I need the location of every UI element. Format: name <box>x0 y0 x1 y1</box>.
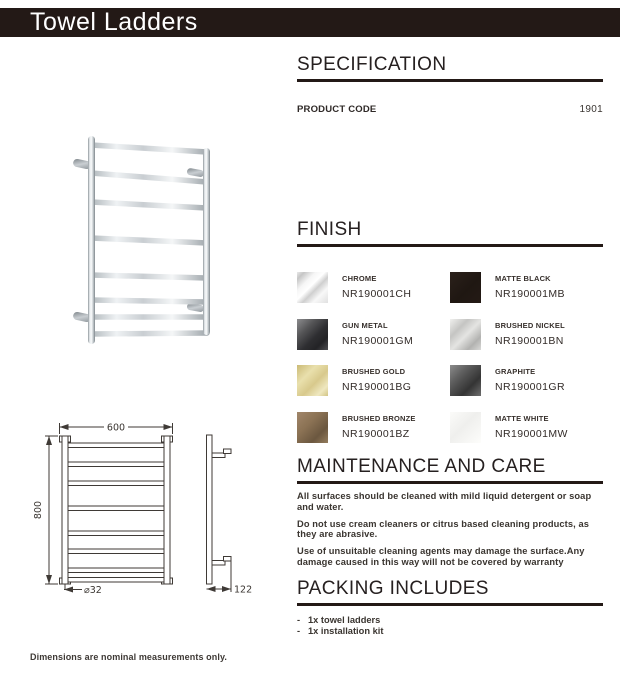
width-dimension-label: 600 <box>106 422 126 434</box>
finish-item <box>450 365 603 412</box>
packing-item <box>297 615 603 626</box>
bullet-dash: - <box>297 625 301 636</box>
product-code-row <box>297 104 603 115</box>
specification-section <box>297 53 603 82</box>
finish-labels <box>342 272 411 300</box>
finish-swatch-graphite <box>450 365 481 396</box>
finish-labels <box>495 319 565 347</box>
packing-item-label: 1x towel ladders <box>308 615 381 625</box>
finish-name: GRAPHITE <box>495 367 536 376</box>
page-title-bar <box>0 8 620 37</box>
product-code-value: 1901 <box>579 104 603 115</box>
specification-heading: SPECIFICATION <box>297 54 447 75</box>
finish-item <box>297 365 450 412</box>
product-code-label: PRODUCT CODE <box>297 104 377 115</box>
finish-name: MATTE WHITE <box>495 413 549 423</box>
finish-code: NR190001BN <box>495 334 564 347</box>
maintenance-section <box>297 455 603 574</box>
finish-labels <box>342 365 411 393</box>
finish-item <box>450 272 603 319</box>
towel-ladder-illustration <box>53 123 268 373</box>
finish-swatch-brushed-gold <box>297 365 328 396</box>
finish-swatch-gun-metal <box>297 319 328 350</box>
finish-code: NR190001MW <box>495 427 568 440</box>
finish-labels <box>495 365 565 393</box>
finish-swatch-chrome <box>297 272 328 303</box>
finish-grid <box>297 272 603 458</box>
finish-swatch-matte-black <box>450 272 481 303</box>
finish-item <box>297 412 450 459</box>
heading-rule <box>297 244 603 247</box>
maintenance-heading: MAINTENANCE AND CARE <box>297 456 546 477</box>
finish-name: BRUSHED GOLD <box>342 367 406 376</box>
packing-heading: PACKING INCLUDES <box>297 578 489 599</box>
bullet-dash: - <box>297 615 301 625</box>
finish-name: CHROME <box>342 274 377 283</box>
finish-name: MATTE BLACK <box>495 274 551 283</box>
packing-section <box>297 577 603 636</box>
depth-dimension-label: 122 <box>234 584 253 596</box>
finish-name: BRUSHED BRONZE <box>342 413 416 423</box>
finish-code: NR190001GR <box>495 381 565 393</box>
finish-code: NR190001CH <box>342 288 412 300</box>
maintenance-paragraph: Use of unsuitable cleaning agents may damage the surface.Any damage caused in this way will not be covered by warranty <box>297 546 585 567</box>
height-dimension-label: 800 <box>33 500 44 520</box>
finish-code: NR190001MB <box>495 288 565 300</box>
finish-code: NR190001GM <box>342 334 414 347</box>
heading-rule <box>297 603 603 606</box>
finish-swatch-matte-white <box>450 412 481 443</box>
finish-item <box>450 319 603 366</box>
finish-name: GUN METAL <box>342 320 388 330</box>
finish-labels <box>495 272 565 300</box>
finish-item <box>297 319 450 366</box>
finish-item <box>297 272 450 319</box>
maintenance-paragraph: All surfaces should be cleaned with mild liquid detergent or soap and water. <box>297 491 592 512</box>
heading-rule <box>297 79 603 82</box>
finish-name: BRUSHED NICKEL <box>495 320 565 330</box>
dimensions-footnote: Dimensions are nominal measurements only. <box>30 652 227 662</box>
finish-labels <box>342 319 413 347</box>
packing-item <box>297 626 603 637</box>
heading-rule <box>297 481 603 484</box>
packing-list <box>297 615 603 636</box>
finish-code: NR190001BZ <box>342 427 410 440</box>
finish-code: NR190001BG <box>342 381 412 393</box>
finish-swatch-brushed-nickel <box>450 319 481 350</box>
packing-item-label: 1x installation kit <box>308 625 384 636</box>
finish-section <box>297 218 603 247</box>
finish-labels <box>342 412 416 440</box>
side-view <box>207 435 232 584</box>
finish-swatch-brushed-bronze <box>297 412 328 443</box>
finish-item <box>450 412 603 459</box>
finish-labels <box>495 412 568 440</box>
finish-heading: FINISH <box>297 219 362 240</box>
front-view <box>60 436 173 584</box>
diameter-dimension-label: ⌀32 <box>84 585 102 596</box>
technical-drawing <box>28 408 270 612</box>
product-photo <box>53 123 268 373</box>
maintenance-paragraph: Do not use cream cleaners or citrus based cleaning products, as they are abrasive. <box>297 518 590 540</box>
page-title: Towel Ladders <box>30 8 198 36</box>
maintenance-text <box>297 491 603 568</box>
dimension-drawing <box>28 408 270 612</box>
